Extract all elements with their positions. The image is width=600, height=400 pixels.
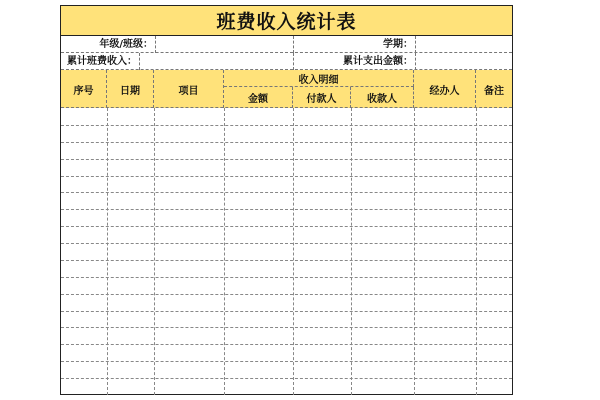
table-column-divider: [414, 108, 415, 395]
table-row-divider: [61, 277, 512, 278]
divider: [415, 36, 416, 53]
table-row-divider: [61, 361, 512, 362]
header-remarks: 备注: [484, 85, 504, 97]
table-column-divider: [224, 108, 225, 395]
header-amount: 金额: [224, 87, 293, 108]
table-row-divider: [61, 125, 512, 126]
table-column-divider: [293, 108, 294, 395]
table-column-divider: [154, 108, 155, 395]
table-row-divider: [61, 260, 512, 261]
header-receiver: 收款人: [351, 87, 414, 108]
table-column-divider: [476, 108, 477, 395]
table-row-divider: [61, 378, 512, 379]
table-column-divider: [107, 108, 108, 395]
table-row-divider: [61, 243, 512, 244]
header-payer: 付款人: [293, 87, 351, 108]
table-row-divider: [61, 209, 512, 210]
table-row-divider: [61, 311, 512, 312]
table-header: [61, 70, 512, 108]
header-handler: 经办人: [414, 70, 476, 108]
divider: [415, 53, 416, 70]
table-row-divider: [61, 159, 512, 160]
data-grid: [61, 108, 512, 395]
header-date: 日期: [107, 70, 154, 108]
semester-label: 学期：: [383, 39, 413, 50]
income-sheet: [60, 5, 513, 395]
header-item: 项目: [154, 70, 224, 108]
table-row-divider: [61, 327, 512, 328]
divider: [155, 36, 156, 53]
table-row-divider: [61, 344, 512, 345]
expense-total-label: 累计支出金额：: [343, 56, 413, 67]
table-row-divider: [61, 142, 512, 143]
header-income-detail: 收入明细: [224, 70, 414, 87]
grade-class-label: 年级/班级：: [99, 39, 153, 50]
table-row-divider: [61, 294, 512, 295]
income-total-label: 累计班费收入：: [67, 56, 137, 67]
header-no: 序号: [61, 70, 107, 108]
table-column-divider: [351, 108, 352, 395]
table-row-divider: [61, 226, 512, 227]
table-row-divider: [61, 176, 512, 177]
divider: [139, 53, 140, 70]
sheet-title: 班费收入统计表: [216, 11, 357, 33]
info-row-totals: [61, 53, 512, 70]
table-row-divider: [61, 192, 512, 193]
info-row-class-semester: [61, 36, 512, 53]
title-band: [61, 6, 512, 36]
